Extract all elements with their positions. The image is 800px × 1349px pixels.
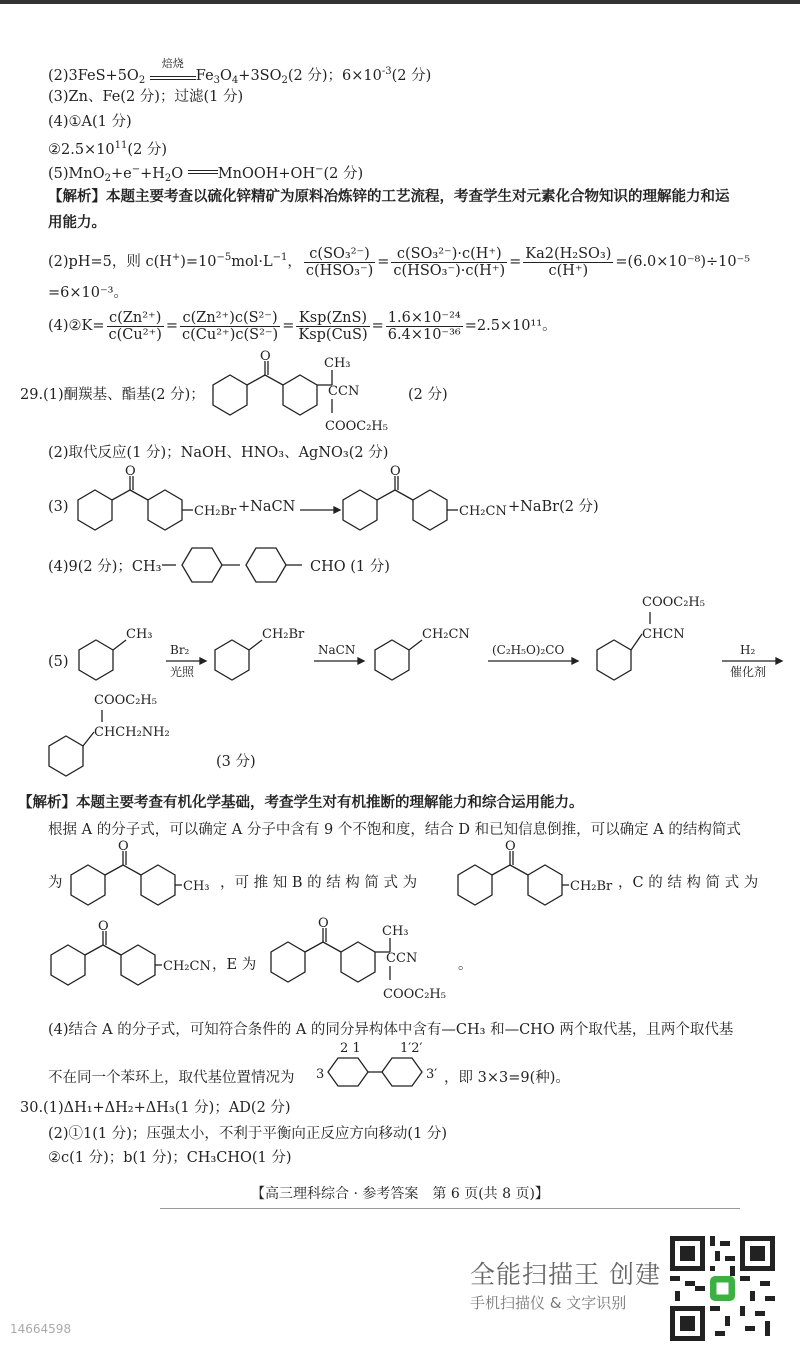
q28-line-5: $(5)MnO_2+e^-+H_2O$ MnOOH+OH−(2 分) bbox=[48, 164, 364, 184]
q29-analysis-p4: (4)结合 A 的分子式，可知符合条件的 A 的同分异构体中含有—CH₃ 和—CHO 两个取代基，且两个取代基 bbox=[48, 1022, 734, 1038]
compound-e-structure-analysis bbox=[268, 916, 468, 1007]
q28-analysis-line-1: 【解析】本题主要考查以硫化锌精矿为原料冶炼锌的工艺流程，考查学生对元素化合物知识的理解能力和运 bbox=[48, 188, 730, 205]
q29-analysis-p5a: 不在同一个苯环上，取代基位置情况为 bbox=[48, 1070, 295, 1086]
q29-analysis-title: 【解析】本题主要考查有机化学基础，考查学生对有机推断的理解能力和综合运用能力。 bbox=[18, 794, 584, 811]
svg-text:C: C bbox=[386, 951, 396, 966]
svg-text:CH₃: CH₃ bbox=[183, 879, 210, 894]
route-arrow-1-reagent: Br₂ bbox=[170, 643, 190, 657]
amino-ester-structure bbox=[46, 690, 206, 785]
svg-text:COOC₂H₅: COOC₂H₅ bbox=[94, 693, 157, 708]
compound-e-structure bbox=[210, 349, 410, 440]
q28-line-4b: $②2.5\times 10^{11}(2$ 分) bbox=[48, 140, 168, 158]
svg-text:CHCN: CHCN bbox=[642, 627, 685, 642]
compound-c-structure-eq bbox=[340, 464, 510, 540]
scanner-brand-subtitle: 手机扫描仪 & 文字识别 bbox=[470, 1294, 627, 1312]
svg-text:CHCH₂NH₂: CHCH₂NH₂ bbox=[94, 725, 170, 740]
svg-text:CH₂CN: CH₂CN bbox=[459, 504, 507, 519]
svg-text:1′2′: 1′2′ bbox=[400, 1041, 423, 1056]
q29-line-5-score: (3 分) bbox=[216, 754, 256, 770]
route-arrow-3-reagent: (C₂H₅O)₂CO bbox=[492, 643, 565, 657]
q29-eq-plus-nacn: +NaCN bbox=[238, 499, 296, 515]
svg-text:CH₂CN: CH₂CN bbox=[163, 959, 211, 974]
route-arrow-1-condition: 光照 bbox=[170, 665, 195, 679]
q29-line-3-label: (3) bbox=[48, 499, 69, 515]
svg-text:COOC₂H₅: COOC₂H₅ bbox=[383, 987, 446, 1002]
page-footer: 【高三理科综合 · 参考答案 第 6 页(共 8 页)】 bbox=[251, 1186, 549, 1202]
q30-line-1: 30.(1)ΔH₁+ΔH₂+ΔH₃(1 分)；AD(2 分) bbox=[20, 1100, 291, 1116]
q28-ph-result: =6×10⁻³。 bbox=[48, 285, 128, 301]
qr-code-icon bbox=[670, 1236, 775, 1341]
compound-c-structure bbox=[48, 919, 228, 995]
q29-analysis-p2c: ，C 的 结 构 简 式 为 bbox=[618, 875, 759, 891]
q28-ph-calc: (2)pH=5，则 $c(H^+)=10^{-5}mol\cdot L^{-1}$， $\frac{\text{c(SO₃²⁻)}}{\text{c(HSO₃⁻)}}$ = $\frac{\text{c(SO₃²⁻)·c(H⁺)}}{\text{c(HSO₃⁻)·c(H⁺)}}$ = $\frac{\text{Ka2(H₂SO₃)}}{c(H^+)}$ =(6.0×10⁻⁸)÷10⁻⁵ bbox=[48, 245, 751, 279]
q28-k-calc: (4)②K= $\frac{\text{c(Zn²⁺)}}{\text{c(Cu²⁺)}}$ = $\frac{\text{c(Zn²⁺)c(S²⁻)}}{\text{c(Cu²⁺)c(S²⁻)}}$ = $\frac{\text{Ksp(ZnS)}}{\text{Ksp(CuS)}}$ = $\frac{\text{1.6×10⁻²⁴}}{\text{6.4×10⁻³⁶}}$ =2.5×10¹¹。 bbox=[48, 309, 557, 343]
svg-text:CH₂Br: CH₂Br bbox=[262, 627, 305, 642]
svg-text:COOC₂H₅: COOC₂H₅ bbox=[642, 595, 705, 610]
compound-a-structure bbox=[68, 839, 218, 915]
svg-text:2 1: 2 1 bbox=[340, 1041, 361, 1056]
scanner-brand: 全能扫描王 创建 bbox=[470, 1260, 661, 1289]
route-arrow-4-condition: 催化剂 bbox=[730, 665, 767, 679]
svg-text:O: O bbox=[390, 464, 401, 479]
q28-line-2: $(2)3FeS+5O_2$ 焙烧 $Fe_3O_4+3SO_2(2$ 分)；$6\times 10^{-3}(2$ 分) bbox=[48, 57, 432, 86]
q29-analysis-p2a: 为 bbox=[48, 875, 63, 891]
q30-line-3: ②c(1 分)；b(1 分)；CH₃CHO(1 分) bbox=[48, 1150, 292, 1166]
q28-line-3: (3)Zn、Fe(2 分)；过滤(1 分) bbox=[48, 89, 244, 105]
route-arrow-4-reagent: H₂ bbox=[740, 643, 756, 657]
q29-line-4b: CHO (1 分) bbox=[310, 559, 390, 575]
q29-line-1-score: (2 分) bbox=[408, 387, 448, 403]
biphenyl-structure bbox=[162, 543, 312, 588]
footer-divider bbox=[160, 1208, 740, 1209]
q30-line-2: (2)①1(1 分)；压强太小，不利于平衡向正反应方向移动(1 分) bbox=[48, 1126, 448, 1142]
q29-analysis-p5b: ，即 3×3=9(种)。 bbox=[444, 1070, 570, 1086]
q29-line-4a: (4)9(2 分)；CH₃ bbox=[48, 559, 162, 575]
svg-text:O: O bbox=[318, 916, 329, 931]
svg-text:O: O bbox=[118, 839, 129, 854]
q29-analysis-p1: 根据 A 的分子式，可以确定 A 分子中含有 9 个不饱和度，结合 D 和已知信息倒推，可以确定 A 的结构简式 bbox=[48, 822, 741, 838]
svg-text:3: 3 bbox=[316, 1067, 325, 1082]
q28-line-4: (4)①A(1 分) bbox=[48, 114, 132, 130]
scan-id: 14664598 bbox=[10, 1322, 72, 1336]
toluene-structure bbox=[76, 620, 166, 690]
biphenyl-position-diagram bbox=[316, 1040, 446, 1090]
benzyl-cyanide-structure bbox=[372, 620, 482, 690]
route-arrow-2-reagent: NaCN bbox=[318, 643, 356, 657]
q29-analysis-p3a: ，E 为 bbox=[212, 957, 257, 973]
svg-text:O: O bbox=[505, 839, 516, 854]
svg-text:CH₃: CH₃ bbox=[382, 924, 409, 939]
q28-analysis-line-2: 用能力。 bbox=[48, 214, 106, 231]
svg-text:CN: CN bbox=[396, 951, 418, 966]
svg-text:CH₂Br: CH₂Br bbox=[570, 879, 613, 894]
q29-line-2: (2)取代反应(1 分)；NaOH、HNO₃、AgNO₃(2 分) bbox=[48, 445, 389, 461]
compound-b-structure bbox=[455, 839, 615, 915]
q29-analysis-p3b: 。 bbox=[458, 957, 473, 973]
svg-text:CH₂Br: CH₂Br bbox=[194, 504, 237, 519]
svg-text:CH₃: CH₃ bbox=[126, 627, 153, 642]
svg-text:COOC₂H₅: COOC₂H₅ bbox=[325, 419, 388, 434]
q29-eq-plus-nabr: +NaBr(2 分) bbox=[508, 499, 599, 515]
reaction-arrow-1 bbox=[300, 505, 340, 515]
compound-b-structure-eq bbox=[75, 464, 245, 540]
q29-analysis-p2b: ，可 推 知 B 的 结 构 简 式 为 bbox=[220, 875, 418, 891]
svg-text:CH₂CN: CH₂CN bbox=[422, 627, 470, 642]
svg-text:O: O bbox=[98, 919, 109, 934]
q29-line-5-label: (5) bbox=[48, 654, 69, 670]
route-arrow-3 bbox=[488, 656, 578, 666]
top-border bbox=[0, 0, 800, 4]
svg-text:CN: CN bbox=[338, 384, 360, 399]
cyano-ester-structure bbox=[594, 590, 714, 690]
svg-text:C: C bbox=[328, 384, 338, 399]
benzyl-bromide-structure bbox=[212, 620, 312, 690]
q29-line-1: 29.(1)酮羰基、酯基(2 分)； bbox=[20, 387, 205, 403]
svg-text:O: O bbox=[260, 349, 271, 364]
svg-text:O: O bbox=[125, 464, 136, 479]
route-arrow-2 bbox=[314, 656, 364, 666]
svg-text:3′: 3′ bbox=[426, 1067, 438, 1082]
svg-text:CH₃: CH₃ bbox=[324, 356, 351, 371]
